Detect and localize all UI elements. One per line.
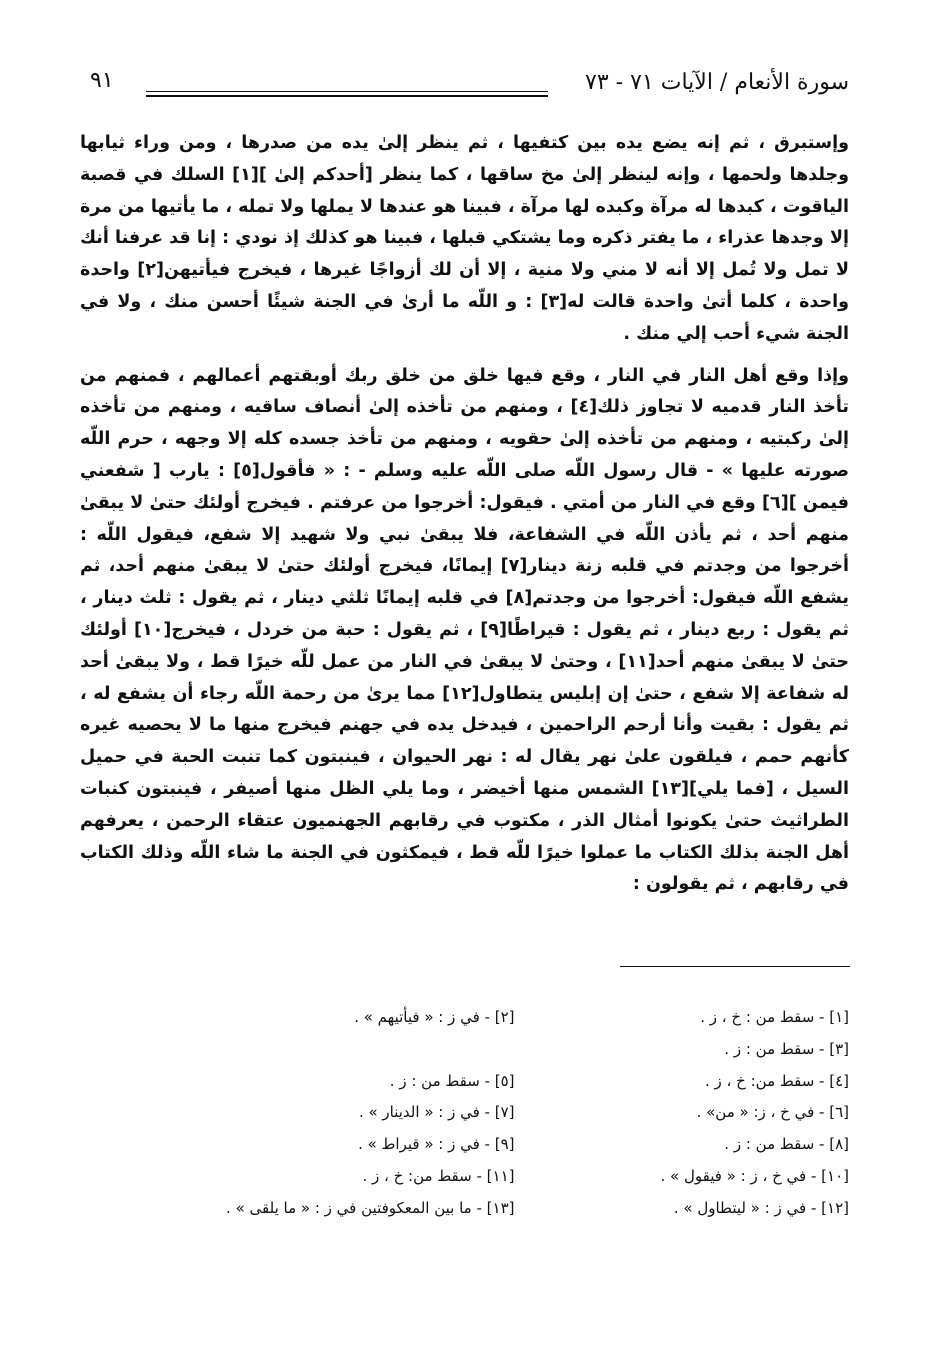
paragraph: وإستبرق ، ثم إنه يضع يده بين كتفيها ، ثم ينظر إلىٰ يده من صدرها ، ومن وراء ثيابها وجلدها ولحمها ، وإنه لينظر إلىٰ مخ ساقها ، كما ينظر [أحدكم إلىٰ ][١] السلك في قصبة الياقوت ، كبدها له مرآة وكبده لها مرآة ، فبينا هو عندها لا يملها ولا تمله ، ما يأتيها من مرة إلا وجدها عذراء ، ما يفتر ذكره وما يشتكي قبلها ، فبينا هو كذلك إذ نودي : إنا قد عرفنا أنك لا تمل ولا تُمل إلا أنه لا مني ولا منية ، إلا أن لك أزواجًا غيرها ، فيخرج فيأتيهن[٢] واحدة واحدة ، كلما أتىٰ واحدة قالت له[٣] : و اللّه ما أرىٰ في الجنة شيئًا أحسن منك ، ولا في الجنة شيء أحب إلي منك . <box>80 133 849 344</box>
footnote: [٩] - في ز : « قيراط » . <box>358 1135 515 1154</box>
footnote: [١] - سقط من : خ ، ز . <box>700 1008 849 1026</box>
footnote: [٧] - في ز : « الدينار » . <box>358 1103 515 1122</box>
footnote-separator <box>620 966 850 967</box>
paragraph: وإذا وقع أهل النار في النار ، وقع فيها خلق من خلق ربك أوبقتهم أعمالهم ، فمنهم من تأخذ النار قدميه لا تجاوز ذلك[٤] ، ومنهم من تأخذه إلىٰ أنصاف ساقيه ، ومنهم من تأخذه إلىٰ ركبتيه ، ومنهم من تأخذه إلىٰ حقويه ، ومنهم من تأخذ جسده كله إلا وجهه ، حرم اللّه صورته عليها » - قال رسول اللّه صلى اللّه عليه وسلم - : « فأقول[٥] : يارب [ شفعني فيمن ][٦] وقع في النار من أمتي . فيقول: أخرجوا من عرفتم . فيخرج أولئك حتىٰ لا يبقىٰ منهم أحد ، ثم يأذن اللّه في الشفاعة، فلا يبقىٰ نبي ولا شهيد إلا شفع، فيقول اللّه : أخرجوا من وجدتم في قلبه زنة دينار[٧] إيمانًا، فيخرج أولئك حتىٰ لا يبقىٰ منهم أحد، ثم يشفع اللّه فيقول: أخرجوا من وجدتم[٨] في قلبه إيمانًا ثلثي دينار ، ثم يقول : ثلث دينار ، ثم يقول : ربع دينار ، ثم يقول : قيراطًا[٩] ، ثم يقول : حبة من خردل ، فيخرج[١٠] أولئك حتىٰ لا يبقىٰ منهم أحد[١١] ، وحتىٰ لا يبقىٰ في النار من عمل للّه خيرًا قط ، ولا يبقىٰ أحد له شفاعة إلا شفع ، حتىٰ إن إبليس يتطاول[١٢] مما يرىٰ من رحمة اللّه رجاء أن يشفع له ، ثم يقول : بقيت وأنا أرحم الراحمين ، فيدخل يده في جهنم فيخرج منها ما لا يحصيه غيره كأنهم حمم ، فيلقون علىٰ نهر يقال له : نهر الحيوان ، فينبتون كما تنبت الحبة في حميل السيل ، [فما يلي][١٣] الشمس منها أخيضر ، وما يلي الظل منها أصيفر ، فينبتون كنبات الطراثيث حتىٰ يكونوا أمثال الذر ، مكتوب في رقابهم الجهنميون عتقاء الرحمن ، يعرفهم أهل الجنة بذلك الكتاب ما عملوا خيرًا للّه قط ، فيمكثون في الجنة ما شاء اللّه وذلك الكتاب في رقابهم ، ثم يقولون : <box>80 365 850 895</box>
footnote: [١٢] - في ز : « ليتطاول » . <box>673 1198 849 1217</box>
footnotes <box>180 1002 849 1225</box>
footnote: [٨] - سقط من : ز . <box>724 1135 849 1154</box>
header-rule-thick <box>146 95 548 97</box>
footnote-blank <box>180 1034 515 1066</box>
footnote: [٤] - سقط من: خ ، ز . <box>705 1071 849 1090</box>
footnote: [١١] - سقط من: خ ، ز . <box>362 1166 515 1185</box>
main-text <box>80 128 849 911</box>
footnotes-left-column <box>180 1002 515 1225</box>
footnotes-right-column <box>515 1002 850 1225</box>
footnote: [٥] - سقط من : ز . <box>389 1071 515 1090</box>
footnote: [٢] - في ز : « فيأتيهم » . <box>354 1008 515 1026</box>
footnote: [١٠] - في خ ، ز : « فيقول » . <box>660 1166 849 1185</box>
page-header <box>80 64 849 108</box>
page-number: ٩١ <box>90 68 114 93</box>
footnote: [٦] - في خ ، ز: « من» . <box>696 1103 849 1122</box>
running-title: سورة الأنعام / الآيات ٧١ - ٧٣ <box>585 70 849 95</box>
footnote: [٣] - سقط من : ز . <box>724 1039 849 1058</box>
footnote: [١٣] - ما بين المعكوفتين في ز : « ما يلقى » . <box>226 1198 515 1217</box>
header-rule <box>146 91 548 92</box>
